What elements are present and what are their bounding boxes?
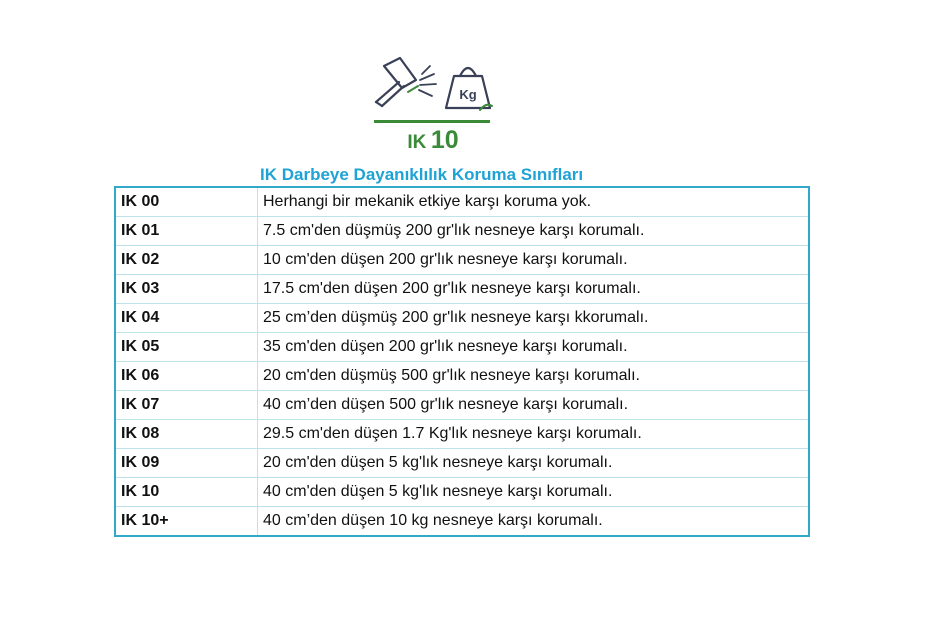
- ik-code-cell: IK 10+: [115, 507, 258, 537]
- ik-code-cell: IK 02: [115, 246, 258, 275]
- ik-rating-logo: [372, 52, 494, 162]
- ik-code-cell: IK 09: [115, 449, 258, 478]
- description-cell: 20 cm'den düşen 5 kg'lık nesneye karşı korumalı.: [258, 449, 810, 478]
- ik-code-cell: IK 05: [115, 333, 258, 362]
- table-row: [115, 478, 809, 507]
- description-cell: 10 cm'den düşen 200 gr'lık nesneye karşı korumalı.: [258, 246, 810, 275]
- table-row: [115, 362, 809, 391]
- description-cell: 40 cm’den düşen 10 kg nesneye karşı korumalı.: [258, 507, 810, 537]
- description-cell: 29.5 cm'den düşen 1.7 Kg'lık nesneye karşı korumalı.: [258, 420, 810, 449]
- ik-code-cell: IK 00: [115, 187, 258, 217]
- hammer-and-weight-icon: [372, 52, 494, 118]
- description-cell: 40 cm'den düşen 5 kg'lık nesneye karşı korumalı.: [258, 478, 810, 507]
- ik-classes-table: [114, 186, 810, 537]
- ik-code-cell: IK 06: [115, 362, 258, 391]
- table-row: [115, 391, 809, 420]
- description-cell: 17.5 cm'den düşen 200 gr'lık nesneye karşı korumalı.: [258, 275, 810, 304]
- description-cell: 7.5 cm'den düşmüş 200 gr'lık nesneye karşı korumalı.: [258, 217, 810, 246]
- table-row: [115, 449, 809, 478]
- description-cell: Herhangi bir mekanik etkiye karşı koruma yok.: [263, 193, 592, 210]
- ik-code-cell: IK 10: [115, 478, 258, 507]
- description-cell: 40 cm’den düşen 500 gr'lık nesneye karşı korumalı.: [258, 391, 810, 420]
- description-cell: 35 cm'den düşen 200 gr'lık nesneye karşı korumalı.: [258, 333, 810, 362]
- table-title: IK Darbeye Dayanıklılık Koruma Sınıfları: [260, 165, 584, 184]
- logo-prefix: IK: [407, 132, 427, 153]
- table-row: [115, 187, 809, 217]
- table-row: [115, 304, 809, 333]
- ik-code-cell: IK 07: [115, 391, 258, 420]
- table-row: [115, 275, 809, 304]
- ik-code-cell: IK 04: [115, 304, 258, 333]
- ik-code-cell: IK 01: [115, 217, 258, 246]
- weight-label: Kg: [459, 87, 477, 102]
- table-row: [115, 420, 809, 449]
- logo-divider: [374, 120, 490, 123]
- logo-number: 10: [430, 126, 459, 154]
- ik-code-cell: IK 03: [115, 275, 258, 304]
- logo-label: [372, 126, 494, 155]
- table-row: [115, 507, 809, 537]
- table-row: [115, 333, 809, 362]
- description-cell: 20 cm'den düşmüş 500 gr'lık nesneye karşı korumalı.: [258, 362, 810, 391]
- table-row: [115, 217, 809, 246]
- description-cell: 25 cm’den düşmüş 200 gr'lık nesneye karşı kkorumalı.: [258, 304, 810, 333]
- table-row: [115, 246, 809, 275]
- ik-code-cell: IK 08: [115, 420, 258, 449]
